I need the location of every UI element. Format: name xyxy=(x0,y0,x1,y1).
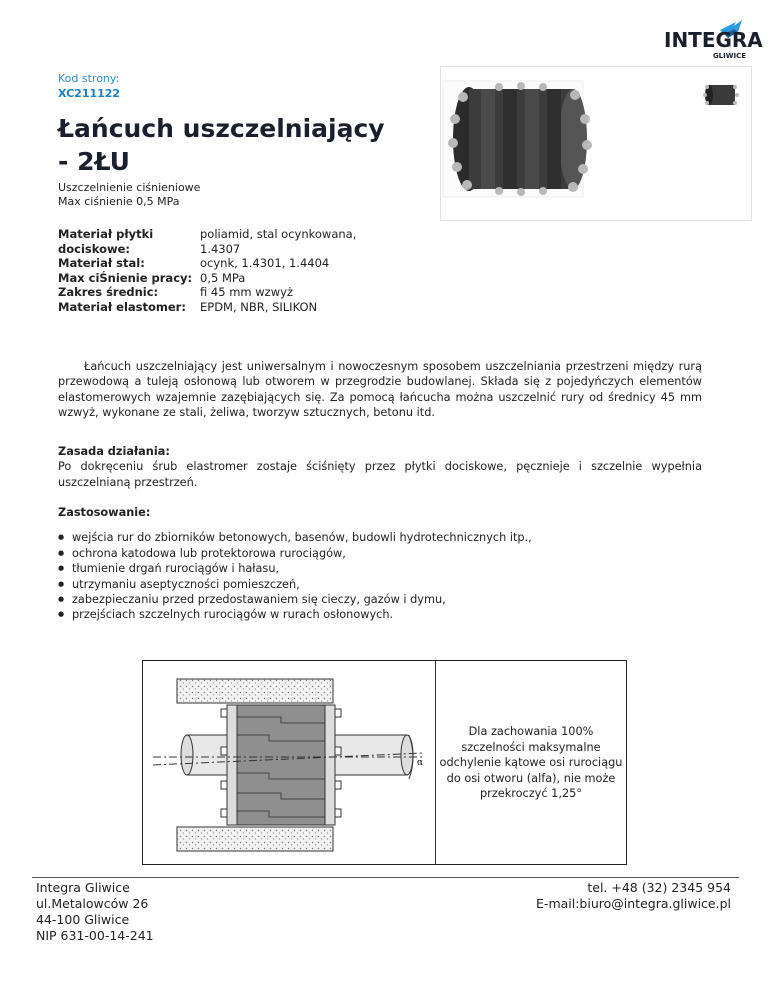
usage-list xyxy=(58,530,702,622)
usage-item: ● wejścia rur do zbiorników betonowych, basenów, budowli hydrotechnicznych itp., xyxy=(58,530,702,545)
footer-contact xyxy=(420,880,731,912)
footer-company: Integra Gliwice xyxy=(36,880,130,895)
footer-nip: NIP 631-00-14-241 xyxy=(36,928,154,943)
footer-phone: tel. +48 (32) 2345 954 xyxy=(587,880,731,895)
usage-item: ● tłumienie drgań rurociągów i hałasu, xyxy=(58,561,702,576)
principle-text: Po dokręceniu śrub elastromer zostaje ściśnięty przez płytki dociskowe, pęcznieje i szczelnie wypełnia uszczelnianą przestrzeń. xyxy=(58,460,702,489)
spec-key: Materiał płytki dociskowe: xyxy=(58,227,154,256)
spec-key: Zakres średnic: xyxy=(58,285,159,300)
figure-note: Dla zachowania 100% szczelności maksymalne odchylenie kątowe osi rurociągu do osi otworu (alfa), nie może przekroczyć 1,25° xyxy=(439,725,623,801)
page-code-value: XC211122 xyxy=(58,87,121,100)
principle-heading: Zasada działania: xyxy=(58,445,170,458)
footer-street: ul.Metalowców 26 xyxy=(36,896,149,911)
usage-item: ● przejściach szczelnych rurociągów w rurach osłonowych. xyxy=(58,607,702,622)
spec-value: 0,5 MPa xyxy=(200,270,246,285)
company-logo xyxy=(664,18,763,62)
usage-item: ● ochrona katodowa lub protektorowa rurociągów, xyxy=(58,546,702,561)
spec-row xyxy=(58,227,375,256)
spec-value: poliamid, stal ocynkowana, 1.4307 xyxy=(200,227,357,256)
subtitle-line: Uszczelnienie ciśnieniowe xyxy=(58,181,201,194)
subtitle-line: Max ciśnienie 0,5 MPa xyxy=(58,195,180,208)
spec-key: Materiał elastomer: xyxy=(58,299,186,314)
footer-address xyxy=(36,880,154,944)
usage-heading: Zastosowanie: xyxy=(58,506,151,519)
usage-item: ● utrzymaniu aseptyczności pomieszczeń, xyxy=(58,577,702,592)
footer-email: E-mail:biuro@integra.gliwice.pl xyxy=(536,896,731,911)
usage-section xyxy=(58,505,702,623)
principle-section xyxy=(58,444,702,490)
footer-city: 44-100 Gliwice xyxy=(36,912,130,927)
spec-value: EPDM, NBR, SILIKON xyxy=(200,299,318,314)
spec-value: fi 45 mm wzwyż xyxy=(200,285,293,300)
angle-symbol: α xyxy=(417,758,424,768)
figure-divider xyxy=(435,661,436,864)
page-title: Łańcuch uszczelniający - 2ŁU xyxy=(58,114,385,176)
footer-divider xyxy=(32,877,739,878)
page-code-label: Kod strony: xyxy=(58,72,120,85)
product-photo-frame xyxy=(440,66,752,221)
spec-key: Max ciŚnienie pracy: xyxy=(58,270,193,285)
technical-figure xyxy=(142,660,627,865)
spec-table xyxy=(58,227,375,315)
spec-row xyxy=(58,271,375,286)
spec-key: Materiał stal: xyxy=(58,256,145,271)
usage-item: ● zabezpieczaniu przed przedostawaniem się cieczy, gazów i dymu, xyxy=(58,592,702,607)
spec-row xyxy=(58,285,375,300)
description-text: Łańcuch uszczelniający jest uniwersalnym i nowoczesnym sposobem uszczelniania przestrzeni między rurą przewodową a tuleją osłonową lub otworem w przegrodzie budowlanej. Składa się z pojedyńczych elementów elastomerowych wzajemnie zazębiających się. Za pomocą łańcucha można uszczelnić rury od średnicy 45 mm wzwyż, wykonane ze stali, żeliwa, tworzyw sztucznych, betonu itd. xyxy=(58,360,702,420)
logo-text: INTEGRA xyxy=(664,28,763,52)
spec-row xyxy=(58,256,375,271)
spec-value: ocynk, 1.4301, 1.4404 xyxy=(200,256,330,271)
logo-subtext: GLIWICE xyxy=(712,52,746,60)
installation-diagram xyxy=(143,661,435,864)
subtitle xyxy=(58,181,200,209)
description xyxy=(58,359,702,421)
product-photo xyxy=(441,67,751,220)
spec-row xyxy=(58,300,375,315)
